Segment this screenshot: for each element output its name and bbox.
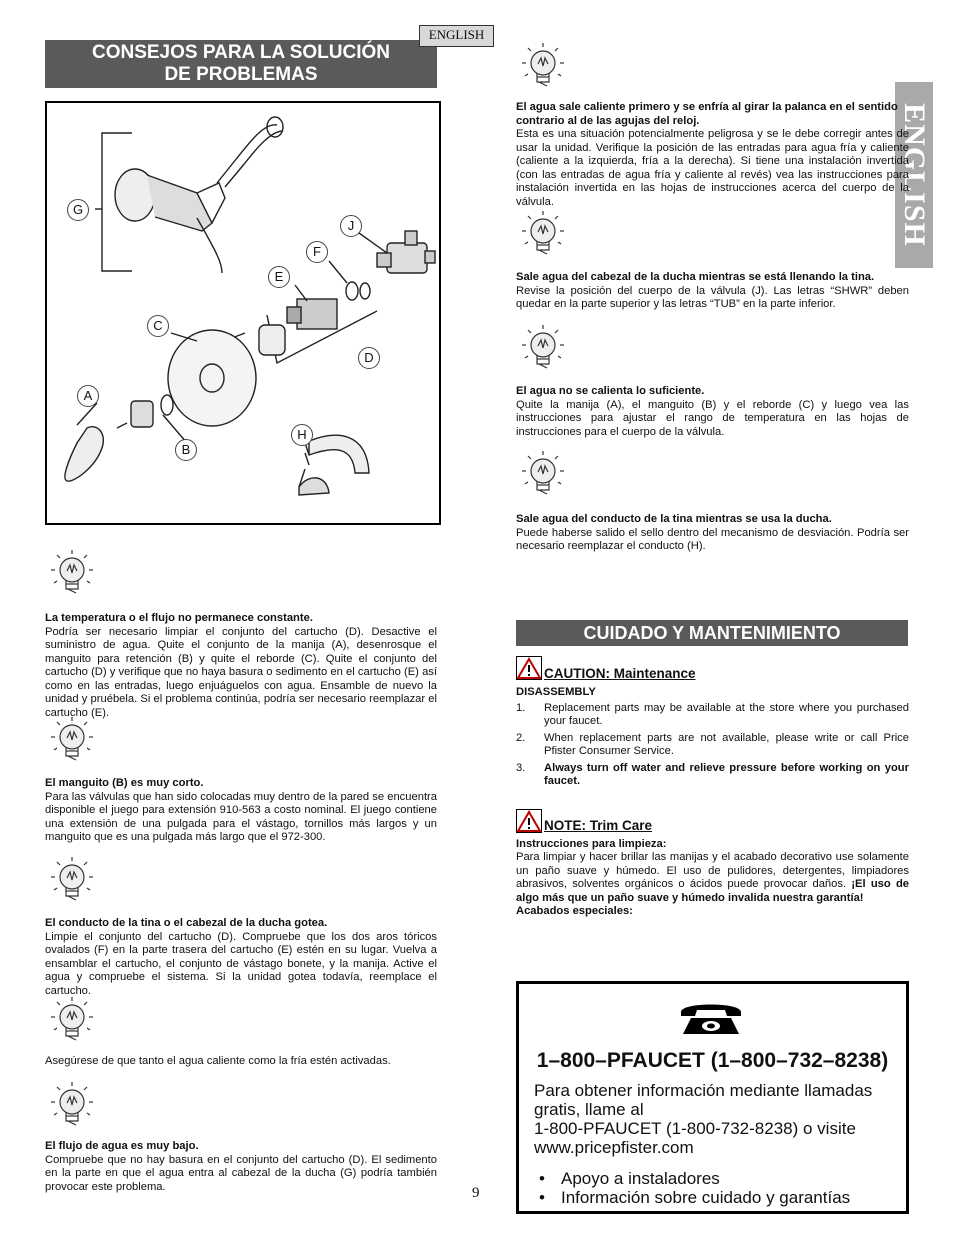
- care-maintenance-header: CUIDADO Y MANTENIMIENTO: [516, 620, 908, 646]
- toll-free-number: 1–800–PFAUCET (1–800–732–8238): [536, 1049, 889, 1072]
- lightbulb-icon: [45, 992, 99, 1048]
- step-item: 1. Replacement parts may be available at the store where you purchased your faucet.: [516, 701, 909, 727]
- tip-spout-while-showering: [516, 446, 909, 554]
- tip-title: El agua no se calienta lo suficiente.: [516, 385, 705, 397]
- telephone-icon: [677, 998, 745, 1036]
- tip-shower-while-filling: [516, 206, 909, 312]
- header-title-line1: CONSEJOS PARA LA SOLUCIÓN: [91, 42, 391, 63]
- website-link[interactable]: www.pricepfister.com: [534, 1138, 694, 1157]
- lightbulb-icon: [45, 1077, 99, 1133]
- tip-body: Asegúrese de que tanto el agua caliente como la fría estén activadas.: [45, 1055, 391, 1067]
- header-title-line2: DE PROBLEMAS: [164, 64, 318, 85]
- special-finishes-label: Acabados especiales:: [516, 905, 633, 917]
- step-item: 2. When replacement parts are not available, please write or call Price Pfister Consumer Service.: [516, 731, 909, 757]
- step-item: 3. Always turn off water and relieve pressure before working on your faucet.: [516, 761, 909, 787]
- lightbulb-icon: [516, 38, 570, 94]
- tip-title: El agua sale caliente primero y se enfría al girar la palanca en el sentido contrario al de las agujas del reloj.: [516, 101, 898, 127]
- tip-body: Esta es una situación potencialmente peligrosa y se le debe corregir antes de usar la unidad. Verifique la posición de las entradas para agua fría y caliente (caliente a la izquierda, fría a la derecha). Si tiene una instalación invertida (con las entradas de agua fría y caliente al revés) vea las instrucciones para instalación invertida en las hojas de instrucciones acerca del cuerpo de la válvula.: [516, 128, 909, 208]
- tip-hot-then-cold: [516, 38, 909, 209]
- faucet-parts-illustration: [47, 103, 439, 523]
- caution-heading: CAUTION: Maintenance: [544, 665, 696, 681]
- callout-a: A: [77, 385, 99, 407]
- lightbulb-icon: [516, 446, 570, 502]
- tip-title: El manguito (B) es muy corto.: [45, 777, 204, 789]
- lightbulb-icon: [516, 320, 570, 376]
- callout-c: C: [147, 315, 169, 337]
- consumer-service-box: [516, 981, 909, 1214]
- tip-body: Compruebe que no hay basura en el conjunto del cartucho (D). El sedimento en la parte en que el agua entra al cabezal de la ducha (G) podría también provocar este problema.: [45, 1153, 437, 1193]
- callout-h: H: [291, 424, 313, 446]
- tip-hot-cold-on: [45, 992, 437, 1069]
- tip-low-flow: [45, 1077, 437, 1194]
- tip-not-hot-enough: [516, 320, 909, 439]
- warning-icon: [516, 809, 542, 833]
- tip-body: Puede haberse salido el sello dentro del mecanismo de desviación. Podría ser necesario reemplazar el conducto (H).: [516, 526, 909, 552]
- note-heading: NOTE: Trim Care: [544, 818, 653, 833]
- tip-title: La temperatura o el flujo no permanece constante.: [45, 612, 313, 624]
- tip-body: Limpie el conjunto del cartucho (D). Compruebe que los dos aros tóricos ovalados (F) en la parte trasera del cartucho (E) estén en su lugar. Vuelva a ensamblar el cartucho, el conjunto de vástago bonete, y la manija. Active el agua y compruebe el sistema. Si la unidad gotea todavía, reemplace el cartucho.: [45, 930, 437, 997]
- lightbulb-icon: [45, 545, 99, 601]
- warning-icon: [516, 656, 542, 680]
- troubleshooting-header: [45, 40, 437, 88]
- service-item: • Información sobre cuidado y garantías: [539, 1188, 850, 1207]
- tip-title: El flujo de agua es muy bajo.: [45, 1140, 199, 1152]
- callout-g: G: [67, 199, 89, 221]
- callout-d: D: [358, 347, 380, 369]
- callout-b: B: [175, 439, 197, 461]
- disassembly-steps: [516, 702, 909, 789]
- callout-f: F: [306, 241, 328, 263]
- tip-short-sleeve: [45, 712, 437, 845]
- callout-e: E: [268, 266, 290, 288]
- tip-body: Podría ser necesario limpiar el conjunto del cartucho (D). Desactive el suministro de agua. Quite el conjunto de la manija (A), desenrosque el manguito para retención (B) y quite el reborde (C). Quite el conjunto del cartucho (D) y verifique que no haya basura o sedimento en el cartucho (E) así como en las entradas, luego enjuáguelos con agua. Ensamble de nuevo la unidad y pruébela. Si el problema continúa, podría ser necesario reemplazar el cartucho (E).: [45, 625, 437, 719]
- lightbulb-icon: [45, 712, 99, 768]
- lightbulb-icon: [45, 852, 99, 908]
- tip-spout-drips: [45, 852, 437, 998]
- callout-j: J: [340, 215, 362, 237]
- service-item: • Apoyo a instaladores: [539, 1169, 850, 1188]
- cleaning-text: Para limpiar y hacer brillar las manijas y el acabado decorativo use solamente un paño suave y húmedo. El uso de pulidores, detergentes, limpiadores abrasivos, solventes orgánicos o ácidos puede provocar daños. ¡El uso de algo más que un paño suave y húmedo invalida nuestra garantía!: [516, 851, 910, 904]
- language-label: ENGLISH: [419, 25, 494, 47]
- phone-info: Para obtener información mediante llamadas gratis, llame al 1-800-PFAUCET (1-800-732-8238) o visite www.pricepfister.com: [534, 1081, 894, 1157]
- tip-title: Sale agua del cabezal de la ducha mientras se está llenando la tina.: [516, 271, 875, 283]
- tip-title: Sale agua del conducto de la tina mientras se usa la ducha.: [516, 513, 832, 525]
- service-list: [539, 1169, 850, 1207]
- tip-title: El conducto de la tina o el cabezal de la ducha gotea.: [45, 917, 328, 929]
- exploded-parts-diagram: [45, 101, 441, 525]
- tip-body: Quite la manija (A), el manguito (B) y el reborde (C) y luego vea las instrucciones para ajustar el rango de temperatura en las hojas de instrucciones para el cuerpo de la válvula.: [516, 398, 909, 438]
- side-tab-label: ENGLISH: [898, 103, 931, 247]
- disassembly-label: DISASSEMBLY: [516, 686, 596, 698]
- tip-body: Revise la posición del cuerpo de la válvula (J). Las letras “SHWR” deben quedar en la parte superior y las letras “TUB” en la parte inferior.: [516, 284, 909, 310]
- care-section: [516, 656, 909, 919]
- cleaning-label: Instrucciones para limpieza:: [516, 837, 667, 850]
- page-number: 9: [472, 1185, 480, 1201]
- tip-body: Para las válvulas que han sido colocadas muy dentro de la pared se encuentra disponible el juego para extensión 910-563 a costo nominal. El juego contiene una extensión de una pulgada para el vástago, tornillos más largos y un manguito que es una pulgada más largo que el 972-300.: [45, 790, 437, 843]
- lightbulb-icon: [516, 206, 570, 262]
- tip-temperature-flow: [45, 545, 437, 720]
